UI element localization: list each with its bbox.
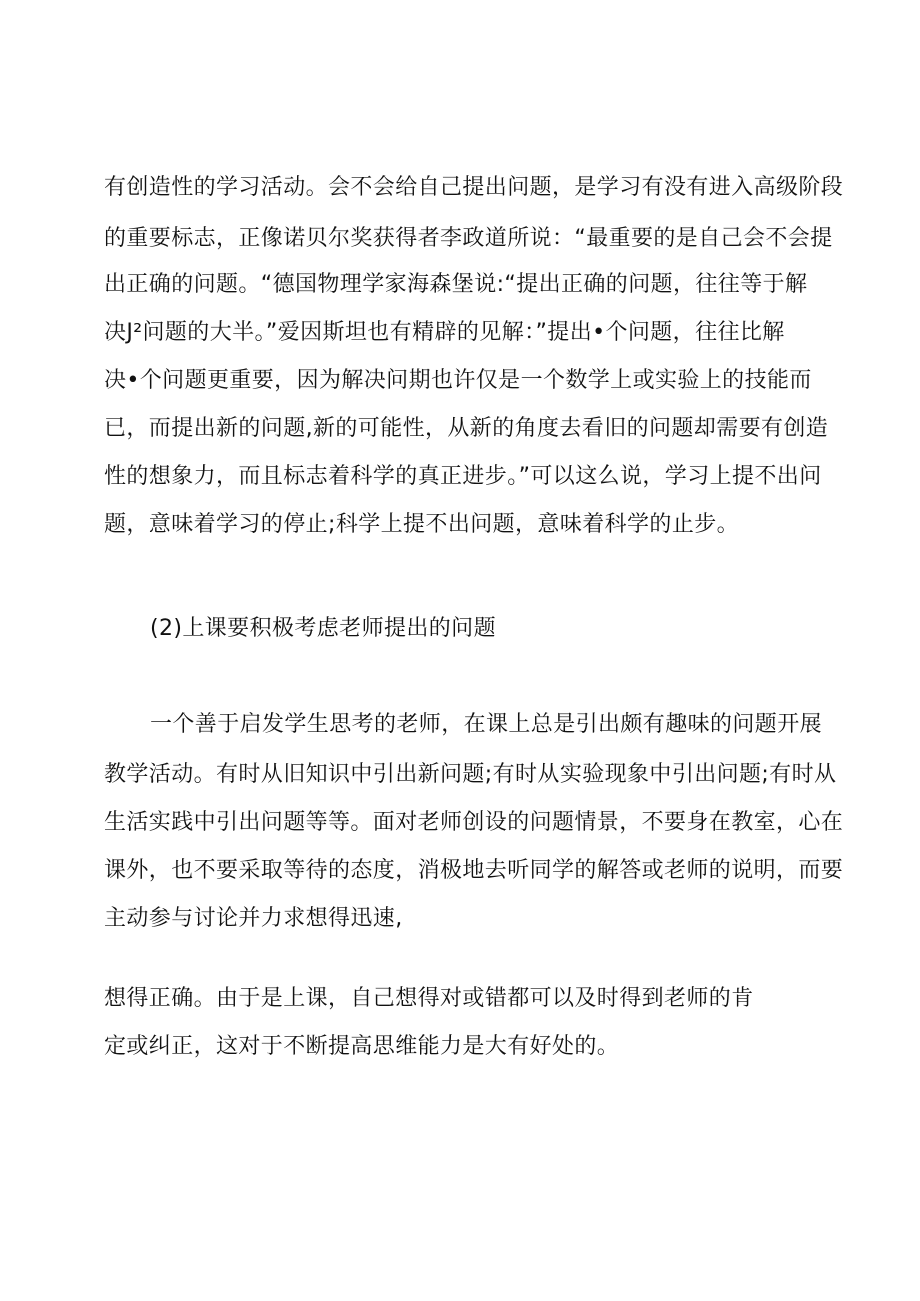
paragraph-2-line-1: 一个善于启发学生思考的老师，在课上总是引出颇有趣味的问题开展 [150, 712, 823, 737]
paragraph-3-line-2: 定或纠正，这对于不断提高思维能力是大有好处的。 [104, 1034, 620, 1059]
paragraph-2-line-4: 课外，也不要采取等待的态度，消极地去听同学的解答或老师的说明，而要 [104, 858, 844, 883]
paragraph-1-line-6: 已，而提出新的问题,新的可能性，从新的角度去看旧的问题却需要有创造 [104, 416, 829, 441]
paragraph-1-line-8: 题，意味着学习的停止;科学上提不出问题，意味着科学的止步。 [104, 512, 740, 537]
paragraph-1-line-1: 有创造性的学习活动。会不会给自己提出问题，是学习有没有进入高级阶段 [104, 175, 844, 200]
paragraph-1-line-2: 的重要标志，正像诺贝尔奖获得者李政道所说：“最重要的是自己会不会提 [104, 226, 833, 251]
paragraph-2-line-5: 主动参与讨论并力求想得迅速, [104, 906, 403, 931]
paragraph-3-line-1: 想得正确。由于是上课，自己想得对或错都可以及时得到老师的肯 [104, 986, 754, 1011]
paragraph-1-line-7: 性的想象力，而且标志着科学的真正进步。”可以这么说，学习上提不出问 [104, 464, 822, 489]
paragraph-1-line-3: 出正确的问题。“德国物理学家海森堡说:“提出正确的问题，往往等于解 [104, 272, 808, 297]
paragraph-1-line-4: 决J²问题的大半。”爱因斯坦也有精辟的见解：”提出•个问题，往往比解 [104, 320, 785, 345]
paragraph-1-line-5: 决•个问题更重要，因为解决问期也许仅是一个数学上或实验上的技能而 [104, 368, 812, 393]
section-heading: (2)上课要积极考虑老师提出的问题 [150, 616, 496, 641]
paragraph-2-line-3: 生活实践中引出问题等等。面对老师创设的问题情景，不要身在教室，心在 [104, 810, 844, 835]
paragraph-2-line-2: 教学活动。有时从旧知识中引出新问题;有时从实验现象中引出问题;有时从 [104, 762, 837, 787]
